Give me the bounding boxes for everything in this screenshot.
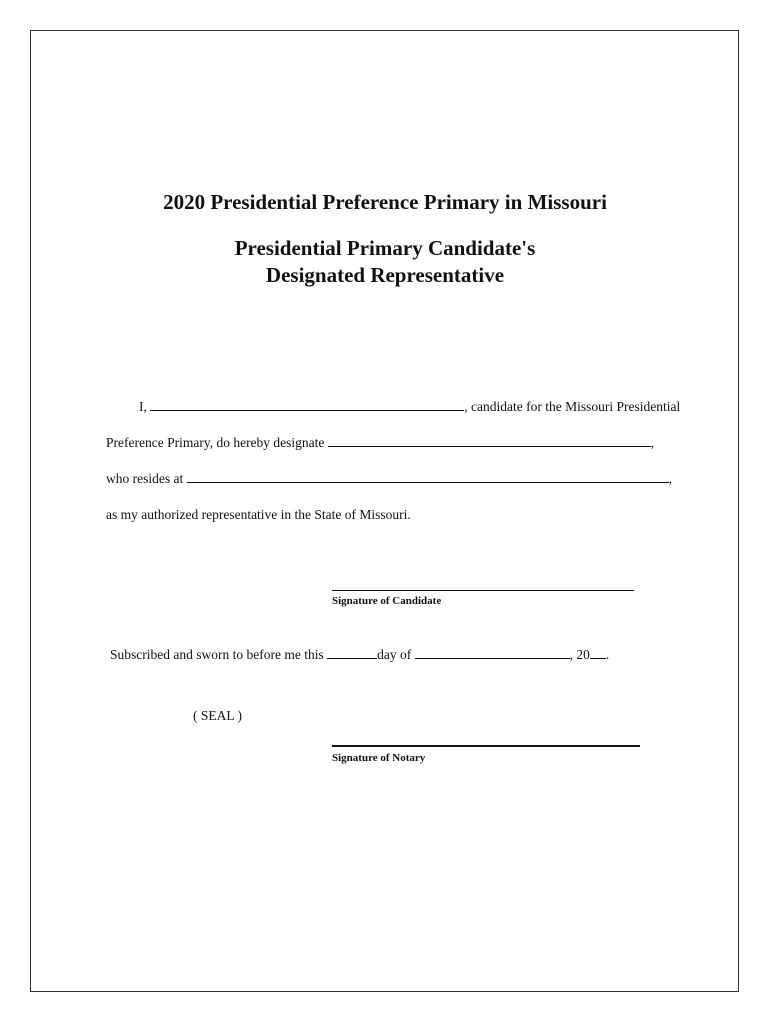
oath-prefix: Subscribed and sworn to before me this [110,647,324,662]
document-subtitle-line1: Presidential Primary Candidate's [234,236,536,260]
form-line-candidate [139,398,680,415]
designee-name-field[interactable] [328,434,651,447]
candidate-name-field[interactable] [150,398,464,411]
form-line-authorization: as my authorized representative in the State of Missouri. [106,507,411,522]
document-subtitle-line2: Designated Representative [265,263,505,287]
oath-day-field[interactable] [327,646,377,659]
oath-month-field[interactable] [415,646,570,659]
form-line-designee [106,434,654,451]
notary-signature-label: Signature of Notary [332,752,426,764]
candidate-signature-label: Signature of Candidate [332,595,442,607]
seal-label: ( SEAL ) [193,708,242,723]
oath-end: . [605,647,610,662]
line1-suffix: , candidate for the Missouri Presidential [464,399,681,414]
form-line-address [106,470,672,487]
line3-suffix: , [668,471,672,486]
candidate-signature-field[interactable] [332,590,634,591]
oath-year-text: , 20 [569,647,590,662]
line2-suffix: , [650,435,655,450]
line3-prefix: who resides at [106,471,184,486]
designee-address-field[interactable] [187,470,669,483]
line2-prefix: Preference Primary, do hereby designate [106,435,325,450]
oath-day-text: day of [377,647,412,662]
line1-prefix: I, [139,399,147,414]
document-title: 2020 Presidential Preference Primary in Missouri [163,190,607,214]
notary-signature-field[interactable] [332,745,640,747]
oath-year-field[interactable] [590,646,606,659]
form-line-oath [110,646,609,663]
